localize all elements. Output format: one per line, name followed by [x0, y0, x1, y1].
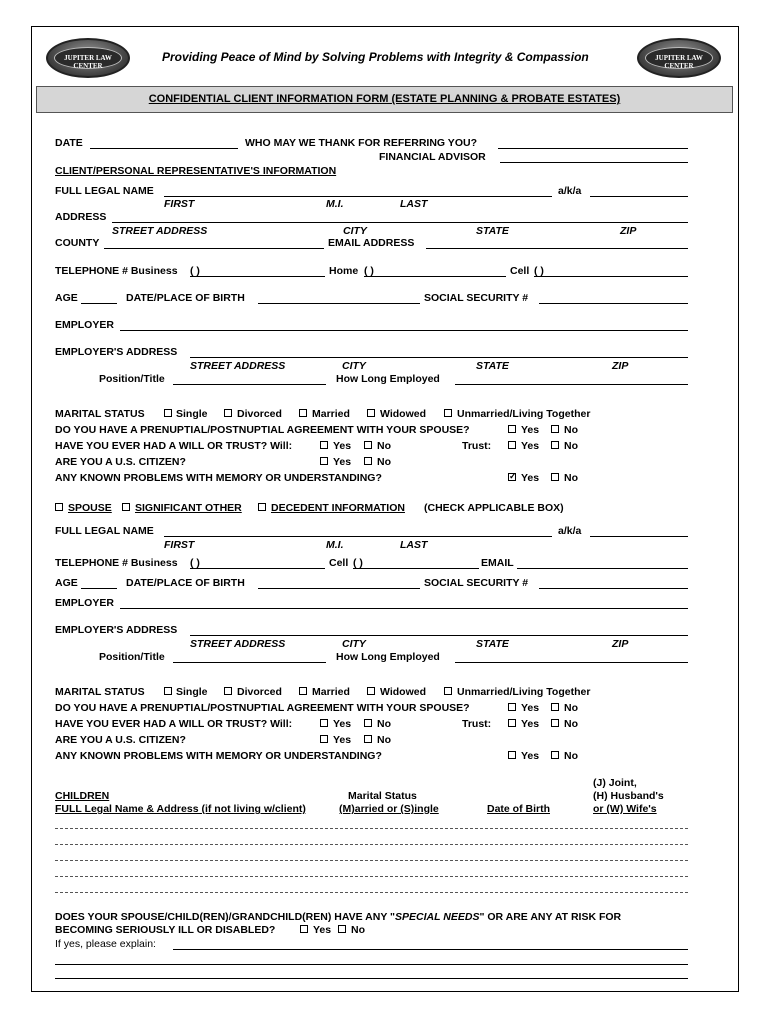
- special-needs-question-a: DOES YOUR SPOUSE/CHILD(REN)/GRANDCHILD(REN) HAVE ANY ": [55, 911, 396, 923]
- full-name-field[interactable]: [164, 196, 552, 197]
- aka-label: a/k/a: [558, 185, 582, 197]
- children-title: CHILDREN: [55, 790, 110, 802]
- dob-label: DATE/PLACE OF BIRTH: [126, 292, 245, 304]
- significant-other-label: SIGNIFICANT OTHER: [135, 502, 242, 514]
- spouse-employer-address-label: EMPLOYER'S ADDRESS: [55, 624, 178, 636]
- city-caption: CITY: [343, 225, 367, 237]
- citizen-no-checkbox[interactable]: [364, 457, 372, 465]
- yes-label: Yes: [521, 424, 540, 436]
- no-label: No: [564, 750, 578, 762]
- spouse-citizen-yes-checkbox[interactable]: [320, 735, 328, 743]
- spouse-how-long-label: How Long Employed: [336, 651, 440, 663]
- spouse-citizen-no-checkbox[interactable]: [364, 735, 372, 743]
- no-label: No: [377, 718, 391, 730]
- check-note: (CHECK APPLICABLE BOX): [424, 502, 564, 514]
- children-row[interactable]: [55, 892, 688, 893]
- marital-col-header-1: Marital Status: [348, 790, 417, 802]
- zip-caption: ZIP: [612, 638, 629, 650]
- joint-header-3: or (W) Wife's: [593, 803, 657, 815]
- state-caption: STATE: [476, 360, 509, 372]
- employer-field[interactable]: [120, 330, 688, 331]
- citizen-yes-checkbox[interactable]: [320, 457, 328, 465]
- children-row[interactable]: [55, 876, 688, 877]
- spouse-how-long-field[interactable]: [455, 662, 688, 663]
- prenup-no-checkbox[interactable]: [551, 425, 559, 433]
- spouse-single-checkbox[interactable]: [164, 687, 172, 695]
- no-label: No: [377, 440, 391, 452]
- spouse-memory-yes-checkbox[interactable]: [508, 751, 516, 759]
- spouse-dob-label: DATE/PLACE OF BIRTH: [126, 577, 245, 589]
- home-phone-field[interactable]: [364, 276, 506, 277]
- special-needs-no-checkbox[interactable]: [338, 925, 346, 933]
- memory-yes-checkbox[interactable]: [508, 473, 516, 481]
- spouse-age-field[interactable]: [81, 588, 117, 589]
- date-field[interactable]: [90, 148, 238, 149]
- city-caption: CITY: [342, 360, 366, 372]
- spouse-label: SPOUSE: [68, 502, 112, 514]
- city-caption: CITY: [342, 638, 366, 650]
- special-needs-question: [55, 912, 621, 923]
- decedent-checkbox[interactable]: [258, 503, 266, 511]
- spouse-ssn-field[interactable]: [539, 588, 688, 589]
- yes-label: Yes: [521, 472, 540, 484]
- age-label: AGE: [55, 292, 78, 304]
- state-caption: STATE: [476, 225, 509, 237]
- dob-field[interactable]: [258, 303, 420, 304]
- married-label: Married: [312, 408, 350, 420]
- employer-address-field[interactable]: [190, 357, 688, 358]
- children-row[interactable]: [55, 860, 688, 861]
- ssn-field[interactable]: [539, 303, 688, 304]
- yes-label: Yes: [521, 440, 540, 452]
- will-question: HAVE YOU EVER HAD A WILL OR TRUST? Will:: [55, 718, 293, 730]
- spouse-memory-no-checkbox[interactable]: [551, 751, 559, 759]
- unmarried-label: Unmarried/Living Together: [457, 408, 591, 420]
- referral-field[interactable]: [498, 148, 688, 149]
- spouse-cell-area-code: ( ): [353, 557, 363, 569]
- single-label: Single: [176, 408, 208, 420]
- yes-label: Yes: [333, 440, 352, 452]
- will-yes-checkbox[interactable]: [320, 441, 328, 449]
- no-label: No: [564, 718, 578, 730]
- explain-field[interactable]: [173, 949, 688, 950]
- decedent-label: DECEDENT INFORMATION: [271, 502, 405, 514]
- logo-text: JUPITER LAW CENTER: [655, 54, 703, 70]
- yes-label: Yes: [333, 718, 352, 730]
- no-label: No: [564, 424, 578, 436]
- name-col-header: FULL Legal Name & Address (if not living w/client): [55, 803, 306, 815]
- citizen-question: ARE YOU A U.S. CITIZEN?: [55, 456, 186, 468]
- home-area-code: ( ): [364, 265, 374, 277]
- special-needs-yes-checkbox[interactable]: [300, 925, 308, 933]
- spouse-prenup-yes-checkbox[interactable]: [508, 703, 516, 711]
- married-label: Married: [312, 686, 350, 698]
- joint-header-1: (J) Joint,: [593, 777, 637, 789]
- divorced-label: Divorced: [237, 686, 282, 698]
- no-label: No: [564, 440, 578, 452]
- divorced-checkbox[interactable]: [224, 409, 232, 417]
- spouse-checkbox[interactable]: [55, 503, 63, 511]
- home-label: Home: [329, 265, 359, 277]
- citizen-question: ARE YOU A U.S. CITIZEN?: [55, 734, 186, 746]
- last-caption: LAST: [400, 539, 428, 551]
- date-label: DATE: [55, 137, 83, 149]
- client-section-title: CLIENT/PERSONAL REPRESENTATIVE'S INFORMATION: [55, 165, 337, 177]
- special-needs-line2: BECOMING SERIOUSLY ILL OR DISABLED?: [55, 924, 276, 936]
- unmarried-label: Unmarried/Living Together: [457, 686, 591, 698]
- spouse-employer-field[interactable]: [120, 608, 688, 609]
- single-checkbox[interactable]: [164, 409, 172, 417]
- employer-address-label: EMPLOYER'S ADDRESS: [55, 346, 178, 358]
- yes-label: Yes: [521, 702, 540, 714]
- special-needs-emphasis: SPECIAL NEEDS: [395, 911, 480, 923]
- logo-left: [46, 38, 130, 78]
- spouse-will-no-checkbox[interactable]: [364, 719, 372, 727]
- address-field[interactable]: [112, 222, 688, 223]
- last-caption: LAST: [400, 198, 428, 210]
- children-row[interactable]: [55, 844, 688, 845]
- spouse-employer-address-field[interactable]: [190, 635, 688, 636]
- spouse-business-area-code: ( ): [190, 557, 200, 569]
- widowed-label: Widowed: [380, 408, 426, 420]
- form-title: CONFIDENTIAL CLIENT INFORMATION FORM (ESTATE PLANNING & PROBATE ESTATES): [148, 93, 621, 105]
- trust-no-checkbox[interactable]: [551, 441, 559, 449]
- mi-caption: M.I.: [326, 539, 344, 551]
- aka-field[interactable]: [590, 196, 688, 197]
- widowed-checkbox[interactable]: [367, 409, 375, 417]
- county-field[interactable]: [104, 248, 324, 249]
- business-phone-field[interactable]: [190, 276, 325, 277]
- logo-right: [637, 38, 721, 78]
- spouse-ssn-label: SOCIAL SECURITY #: [424, 577, 529, 589]
- address-label: ADDRESS: [55, 211, 107, 223]
- yes-label: Yes: [521, 750, 540, 762]
- referral-label: WHO MAY WE THANK FOR REFERRING YOU?: [245, 137, 477, 149]
- unmarried-checkbox[interactable]: [444, 409, 452, 417]
- trust-label: Trust:: [462, 440, 492, 452]
- street-caption: STREET ADDRESS: [112, 225, 208, 237]
- spouse-full-name-label: FULL LEGAL NAME: [55, 525, 154, 537]
- advisor-field[interactable]: [500, 162, 688, 163]
- no-label: No: [377, 734, 391, 746]
- divorced-label: Divorced: [237, 408, 282, 420]
- spouse-age-label: AGE: [55, 577, 78, 589]
- spouse-position-field[interactable]: [173, 662, 326, 663]
- prenup-question: DO YOU HAVE A PRENUPTIAL/POSTNUPTIAL AGREEMENT WITH YOUR SPOUSE?: [55, 424, 470, 436]
- explain-line[interactable]: [55, 964, 688, 965]
- married-checkbox[interactable]: [299, 409, 307, 417]
- no-label: No: [564, 472, 578, 484]
- how-long-field[interactable]: [455, 384, 688, 385]
- telephone-label: TELEPHONE # Business: [55, 265, 178, 277]
- explain-label: If yes, please explain:: [55, 938, 156, 950]
- email-label: EMAIL ADDRESS: [328, 237, 415, 249]
- significant-other-checkbox[interactable]: [122, 503, 130, 511]
- no-label: No: [351, 924, 365, 936]
- age-field[interactable]: [81, 303, 117, 304]
- position-label: Position/Title: [99, 373, 165, 385]
- spouse-unmarried-checkbox[interactable]: [444, 687, 452, 695]
- spouse-divorced-checkbox[interactable]: [224, 687, 232, 695]
- marital-col-header-2: (M)arried or (S)ingle: [339, 803, 439, 815]
- spouse-cell-field[interactable]: [353, 568, 479, 569]
- full-name-label: FULL LEGAL NAME: [55, 185, 154, 197]
- trust-label: Trust:: [462, 718, 492, 730]
- marital-label: MARITAL STATUS: [55, 408, 145, 420]
- memory-no-checkbox[interactable]: [551, 473, 559, 481]
- zip-caption: ZIP: [620, 225, 637, 237]
- spouse-married-checkbox[interactable]: [299, 687, 307, 695]
- no-label: No: [564, 702, 578, 714]
- zip-caption: ZIP: [612, 360, 629, 372]
- memory-question: ANY KNOWN PROBLEMS WITH MEMORY OR UNDERSTANDING?: [55, 750, 382, 762]
- spouse-employer-label: EMPLOYER: [55, 597, 114, 609]
- street-caption: STREET ADDRESS: [190, 638, 286, 650]
- advisor-label: FINANCIAL ADVISOR: [379, 151, 486, 163]
- explain-line[interactable]: [55, 978, 688, 979]
- spouse-trust-no-checkbox[interactable]: [551, 719, 559, 727]
- spouse-cell-label: Cell: [329, 557, 349, 569]
- ssn-label: SOCIAL SECURITY #: [424, 292, 529, 304]
- dob-col-header: Date of Birth: [487, 803, 550, 815]
- county-label: COUNTY: [55, 237, 100, 249]
- yes-label: Yes: [333, 456, 352, 468]
- spouse-business-phone-field[interactable]: [190, 568, 325, 569]
- marital-label: MARITAL STATUS: [55, 686, 145, 698]
- prenup-question: DO YOU HAVE A PRENUPTIAL/POSTNUPTIAL AGREEMENT WITH YOUR SPOUSE?: [55, 702, 470, 714]
- logo-text: JUPITER LAW CENTER: [64, 54, 112, 70]
- spouse-trust-yes-checkbox[interactable]: [508, 719, 516, 727]
- spouse-aka-label: a/k/a: [558, 525, 582, 537]
- mi-caption: M.I.: [326, 198, 344, 210]
- state-caption: STATE: [476, 638, 509, 650]
- special-needs-question-b: " OR ARE ANY AT RISK FOR: [479, 911, 622, 923]
- trust-yes-checkbox[interactable]: [508, 441, 516, 449]
- joint-header-2: (H) Husband's: [593, 790, 664, 802]
- first-caption: FIRST: [164, 198, 195, 210]
- yes-label: Yes: [521, 718, 540, 730]
- spouse-prenup-no-checkbox[interactable]: [551, 703, 559, 711]
- will-question: HAVE YOU EVER HAD A WILL OR TRUST? Will:: [55, 440, 293, 452]
- spouse-aka-field[interactable]: [590, 536, 688, 537]
- tagline: Providing Peace of Mind by Solving Problems with Integrity & Compassion: [162, 50, 589, 64]
- spouse-full-name-field[interactable]: [164, 536, 552, 537]
- no-label: No: [377, 456, 391, 468]
- spouse-dob-field[interactable]: [258, 588, 420, 589]
- spouse-email-label: EMAIL: [481, 557, 514, 569]
- will-no-checkbox[interactable]: [364, 441, 372, 449]
- email-field[interactable]: [426, 248, 688, 249]
- street-caption: STREET ADDRESS: [190, 360, 286, 372]
- spouse-will-yes-checkbox[interactable]: [320, 719, 328, 727]
- widowed-label: Widowed: [380, 686, 426, 698]
- business-area-code: ( ): [190, 265, 200, 277]
- spouse-position-label: Position/Title: [99, 651, 165, 663]
- cell-phone-field[interactable]: [534, 276, 688, 277]
- spouse-telephone-label: TELEPHONE # Business: [55, 557, 178, 569]
- children-row[interactable]: [55, 828, 688, 829]
- single-label: Single: [176, 686, 208, 698]
- prenup-yes-checkbox[interactable]: [508, 425, 516, 433]
- how-long-label: How Long Employed: [336, 373, 440, 385]
- position-field[interactable]: [173, 384, 326, 385]
- spouse-widowed-checkbox[interactable]: [367, 687, 375, 695]
- first-caption: FIRST: [164, 539, 195, 551]
- yes-label: Yes: [313, 924, 332, 936]
- employer-label: EMPLOYER: [55, 319, 114, 331]
- yes-label: Yes: [333, 734, 352, 746]
- cell-label: Cell: [510, 265, 530, 277]
- cell-area-code: ( ): [534, 265, 544, 277]
- form-title-banner: [36, 86, 733, 113]
- spouse-email-field[interactable]: [517, 568, 688, 569]
- memory-question: ANY KNOWN PROBLEMS WITH MEMORY OR UNDERSTANDING?: [55, 472, 382, 484]
